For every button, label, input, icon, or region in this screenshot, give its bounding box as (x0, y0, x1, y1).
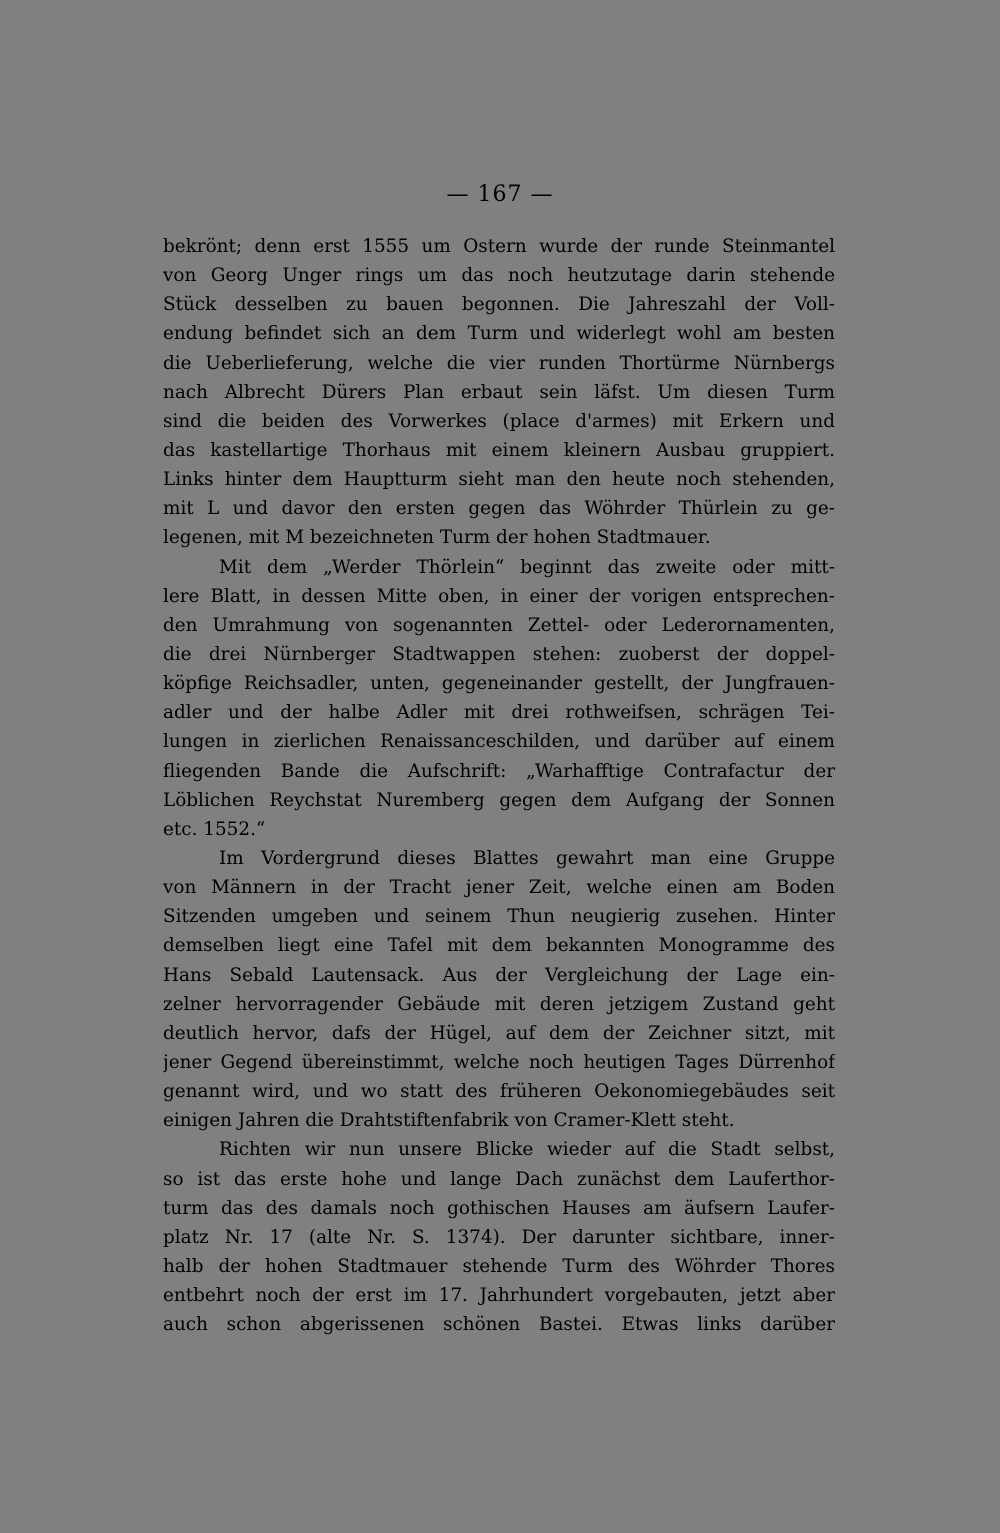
text-line: Stück desselben zu bauen begonnen. Die Jahreszahl der Voll- (163, 294, 835, 316)
text-line: lere Blatt, in dessen Mitte oben, in einer der vorigen entsprechen- (163, 585, 835, 607)
text-line: sind die beiden des Vorwerkes (place d'armes) mit Erkern und (163, 410, 835, 432)
text-line: das kastellartige Thorhaus mit einem kleinern Ausbau gruppiert. (163, 439, 835, 461)
text-line: den Umrahmung von sogenannten Zettel- oder Lederornamenten, (163, 614, 835, 636)
text-line: fliegenden Bande die Aufschrift: „Warhafftige Contrafactur der (163, 760, 835, 782)
text-line: demselben liegt eine Tafel mit dem bekannten Monogramme des (163, 935, 835, 957)
text-line: die Ueberlieferung, welche die vier runden Thortürme Nürnbergs (163, 352, 835, 374)
text-line: adler und der halbe Adler mit drei rothweifsen, schrägen Tei- (163, 702, 835, 724)
text-line: lungen in zierlichen Renaissanceschilden, und darüber auf einem (163, 731, 835, 753)
text-line: auch schon abgerissenen schönen Bastei. Etwas links darüber (163, 1314, 835, 1336)
text-line: halb der hohen Stadtmauer stehende Turm des Wöhrder Thores (163, 1255, 835, 1277)
body-text (163, 232, 835, 1339)
text-line: platz Nr. 17 (alte Nr. S. 1374). Der darunter sichtbare, inner- (163, 1226, 835, 1248)
text-line: etc. 1552.“ (163, 818, 266, 840)
text-line: von Männern in der Tracht jener Zeit, welche einen am Boden (163, 877, 835, 899)
text-line: zelner hervorragender Gebäude mit deren jetzigem Zustand geht (163, 993, 835, 1015)
text-line: deutlich hervor, dafs der Hügel, auf dem der Zeichner sitzt, mit (163, 1022, 835, 1044)
text-line: mit L und davor den ersten gegen das Wöhrder Thürlein zu ge- (163, 498, 835, 520)
text-line: die drei Nürnberger Stadtwappen stehen: zuoberst der doppel- (163, 643, 835, 665)
text-line: so ist das erste hohe und lange Dach zunächst dem Lauferthor- (163, 1168, 835, 1190)
text-line: köpfige Reichsadler, unten, gegeneinander gestellt, der Jungfrauen- (163, 673, 835, 695)
text-line: genannt wird, und wo statt des früheren Oekonomiegebäudes seit (163, 1081, 835, 1103)
text-line: einigen Jahren die Drahtstiftenfabrik von Cramer-Klett steht. (163, 1110, 735, 1132)
text-line: Im Vordergrund dieses Blattes gewahrt man eine Gruppe (219, 847, 835, 869)
text-line: endung befindet sich an dem Turm und widerlegt wohl am besten (163, 323, 835, 345)
text-line: turm das des damals noch gothischen Hauses am äufsern Laufer- (163, 1197, 835, 1219)
text-line: nach Albrecht Dürers Plan erbaut sein läfst. Um diesen Turm (163, 381, 835, 403)
text-line: von Georg Unger rings um das noch heutzutage darin stehende (163, 265, 835, 287)
text-line: jener Gegend übereinstimmt, welche noch heutigen Tages Dürrenhof (163, 1051, 835, 1073)
text-line: Links hinter dem Hauptturm sieht man den heute noch stehenden, (163, 469, 835, 491)
text-line: Löblichen Reychstat Nuremberg gegen dem Aufgang der Sonnen (163, 789, 835, 811)
text-line: Richten wir nun unsere Blicke wieder auf die Stadt selbst, (219, 1139, 835, 1161)
text-line: legenen, mit M bezeichneten Turm der hohen Stadtmauer. (163, 527, 711, 549)
text-line: entbehrt noch der erst im 17. Jahrhundert vorgebauten, jetzt aber (163, 1285, 835, 1307)
page-number: — 167 — (446, 182, 554, 207)
text-line: Hans Sebald Lautensack. Aus der Vergleichung der Lage ein- (163, 964, 835, 986)
text-line: Sitzenden umgeben und seinem Thun neugierig zusehen. Hinter (163, 906, 835, 928)
text-line: bekrönt; denn erst 1555 um Ostern wurde der runde Steinmantel (163, 236, 835, 257)
text-line: Mit dem „Werder Thörlein“ beginnt das zweite oder mitt- (219, 556, 835, 578)
